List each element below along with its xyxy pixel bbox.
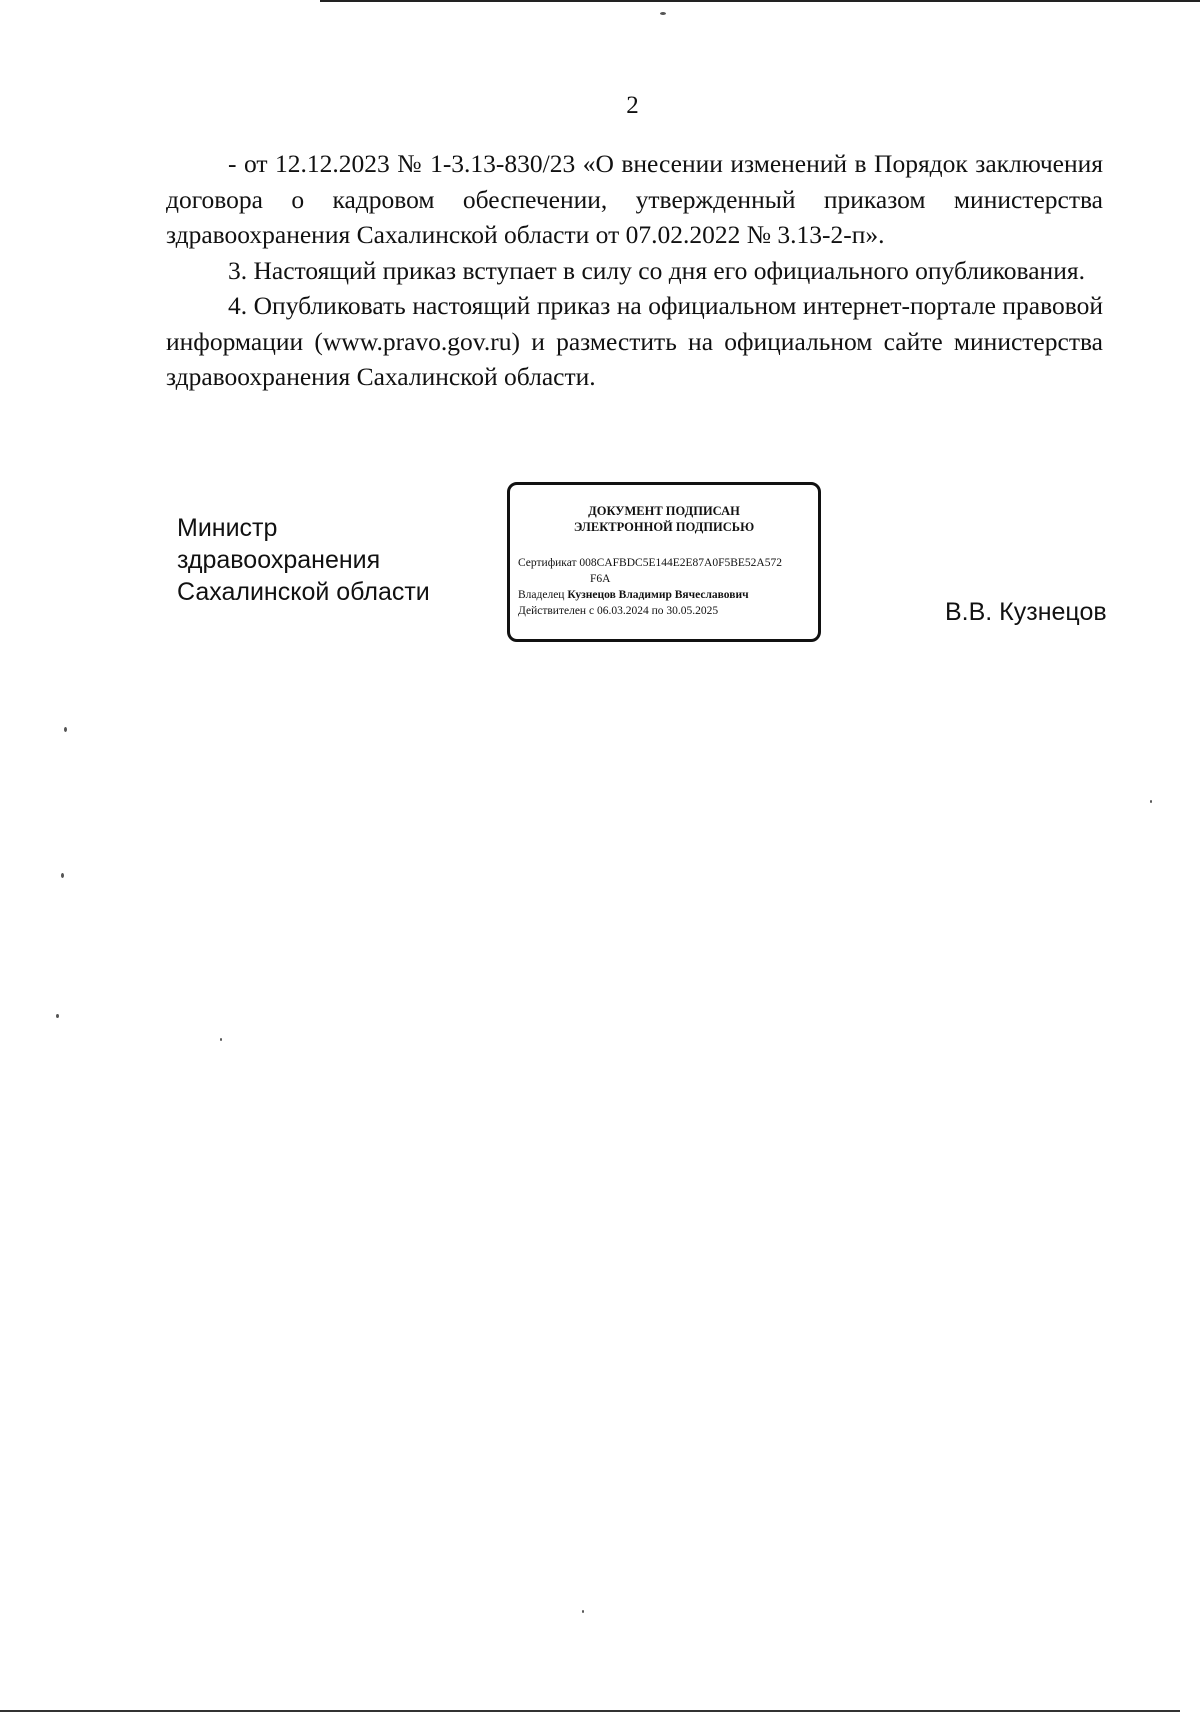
stamp-certificate-value-cont: F6A: [590, 573, 611, 585]
scan-speck: [64, 727, 67, 732]
signer-title: [177, 512, 430, 608]
top-scan-edge: [320, 0, 1200, 2]
stamp-owner-value: Кузнецов Владимир Вячеславович: [567, 589, 749, 601]
stamp-certificate-label: Сертификат: [518, 557, 577, 569]
scan-speck: [61, 873, 64, 878]
signer-title-line: Сахалинской области: [177, 578, 430, 606]
page-number: 2: [626, 92, 639, 119]
scan-speck: [56, 1014, 59, 1018]
stamp-certificate-row: [518, 555, 812, 571]
stamp-details: [518, 555, 812, 619]
signature-block: [0, 480, 1200, 650]
paragraph-amendment-item: - от 12.12.2023 № 1-3.13-830/23 «О внесении изменений в Порядок заключения договора о кадровом обеспечении, утвержденный приказом министерства здравоохранения Сахалинской области от 07.02.2022 № 3.13-2-п».: [166, 149, 1103, 249]
scan-speck: [660, 12, 666, 15]
signer-title-line: здравоохранения: [177, 546, 381, 574]
electronic-signature-stamp: [507, 482, 821, 642]
stamp-certificate-value: 008CAFBDC5E144E2E87A0F5BE52A572: [579, 557, 782, 569]
stamp-heading-line: ЭЛЕКТРОННОЙ ПОДПИСЬЮ: [573, 520, 755, 534]
paragraph-effective-date: 3. Настоящий приказ вступает в силу со дня его официального опубликования.: [228, 255, 1085, 285]
signer-title-line: Министр: [177, 514, 278, 542]
stamp-validity: Действителен с 06.03.2024 по 30.05.2025: [518, 605, 719, 617]
document-body: [166, 146, 1103, 395]
scan-speck: [1150, 800, 1152, 803]
scan-speck: [220, 1038, 222, 1041]
stamp-heading-line: ДОКУМЕНТ ПОДПИСАН: [588, 504, 740, 518]
paragraph-publication: 4. Опубликовать настоящий приказ на официальном интернет-портале правовой информации (www.pravo.gov.ru) и разместить на официальном сайте министерства здравоохранения Сахалинской области.: [166, 291, 1103, 391]
bottom-scan-edge: [0, 1710, 1180, 1712]
stamp-heading: [510, 503, 818, 535]
signer-name: В.В. Кузнецов: [945, 598, 1107, 626]
stamp-owner-row: [518, 587, 812, 603]
stamp-owner-label: Владелец: [518, 589, 565, 601]
scan-speck: [582, 1610, 584, 1613]
